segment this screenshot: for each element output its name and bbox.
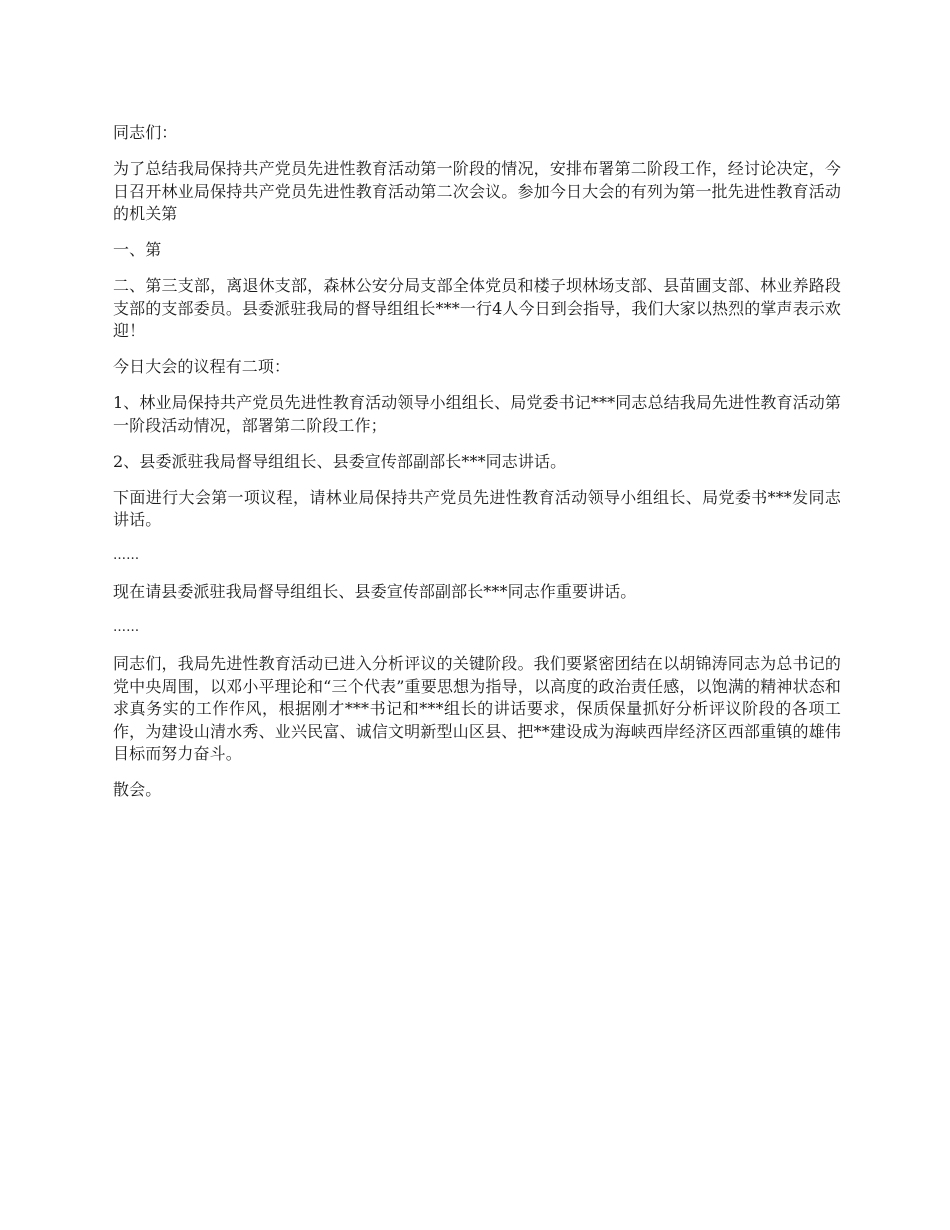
greeting: 同志们： — [113, 123, 178, 142]
adjourn-text: 散会。 — [113, 780, 162, 799]
list-item-first: 一、第 — [113, 240, 162, 259]
speech-invitation-paragraph: 现在请县委派驻我局督导组组长、县委宣传部副部长***同志作重要讲话。 — [113, 582, 637, 601]
intro-paragraph: 为了总结我局保持共产党员先进性教育活动第一阶段的情况，安排布署第二阶段工作，经讨论决定，今日召开林业局保持共产党员先进性教育活动第二次会议。参加今日大会的有列为第一批先进性教育活动的机关第 — [113, 159, 841, 223]
closing-paragraph: 同志们，我局先进性教育活动已进入分析评议的关键阶段。我们要紧密团结在以胡锦涛同志为总书记的党中央周围，以邓小平理论和“三个代表”重要思想为指导，以高度的政治责任感，以饱满的精神状态和求真务实的工作作风，根据刚才***书记和***组长的讲话要求，保质保量抓好分析评议阶段的各项工作，为建设山清水秀、业兴民富、诚信文明新型山区县、把**建设成为海峡西岸经济区西部重镇的雄伟目标而努力奋斗。 — [113, 654, 841, 763]
agenda-heading: 今日大会的议程有二项： — [113, 357, 291, 376]
ellipsis-2: …… — [113, 620, 140, 635]
ellipsis-1: …… — [113, 548, 140, 563]
first-agenda-paragraph: 下面进行大会第一项议程，请林业局保持共产党员先进性教育活动领导小组组长、局党委书***发同志讲话。 — [113, 487, 841, 529]
document-body — [113, 122, 841, 815]
agenda-item-2: 2、县委派驻我局督导组组长、县委宣传部副部长***同志讲话。 — [113, 451, 567, 471]
agenda-item-1: 1、林业局保持共产党员先进性教育活动领导小组组长、局党委书记***同志总结我局先进性教育活动第一阶段活动情况，部署第二阶段工作； — [113, 393, 841, 435]
list-item-second: 二、第三支部，离退休支部，森林公安分局支部全体党员和楼子坝林场支部、县苗圃支部、林业养路段支部的支部委员。县委派驻我局的督导组组长***一行4人今日到会指导，我们大家以热烈的掌声表示欢迎！ — [113, 276, 841, 340]
